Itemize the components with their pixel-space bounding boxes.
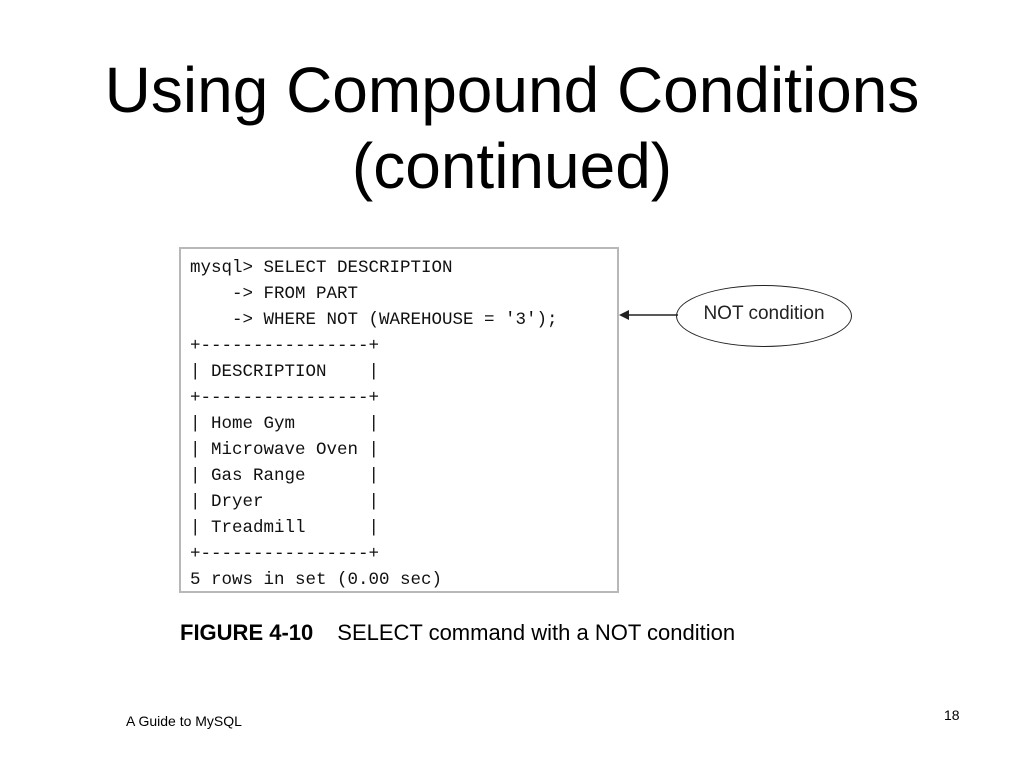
figure-box xyxy=(179,247,619,593)
console-line: | Dryer | xyxy=(190,492,380,512)
callout-oval xyxy=(676,285,852,347)
mysql-console-output xyxy=(190,255,558,593)
footer-text: A Guide to MySQL xyxy=(126,713,242,729)
slide-title xyxy=(0,52,1024,204)
console-line: +----------------+ xyxy=(190,336,380,356)
page-number: 18 xyxy=(944,707,960,723)
console-line: +----------------+ xyxy=(190,388,380,408)
console-line: 5 rows in set (0.00 sec) xyxy=(190,570,443,590)
console-line: -> WHERE NOT (WAREHOUSE = '3'); xyxy=(190,310,558,330)
figure-caption xyxy=(180,619,735,647)
console-line: | Gas Range | xyxy=(190,466,380,486)
title-line-1: Using Compound Conditions xyxy=(104,54,920,126)
console-line: +----------------+ xyxy=(190,544,380,564)
console-line: | DESCRIPTION | xyxy=(190,362,380,382)
console-line: mysql> SELECT DESCRIPTION xyxy=(190,258,453,278)
console-line: | Treadmill | xyxy=(190,518,380,538)
callout-arrow-icon xyxy=(618,303,680,323)
console-line: | Home Gym | xyxy=(190,414,380,434)
callout-label: NOT condition xyxy=(703,303,825,324)
console-line: | Microwave Oven | xyxy=(190,440,380,460)
figure-caption-text: SELECT command with a NOT condition xyxy=(337,620,736,645)
console-line: -> FROM PART xyxy=(190,284,359,304)
figure-label: FIGURE 4-10 xyxy=(180,620,314,645)
title-line-2: (continued) xyxy=(351,130,673,202)
